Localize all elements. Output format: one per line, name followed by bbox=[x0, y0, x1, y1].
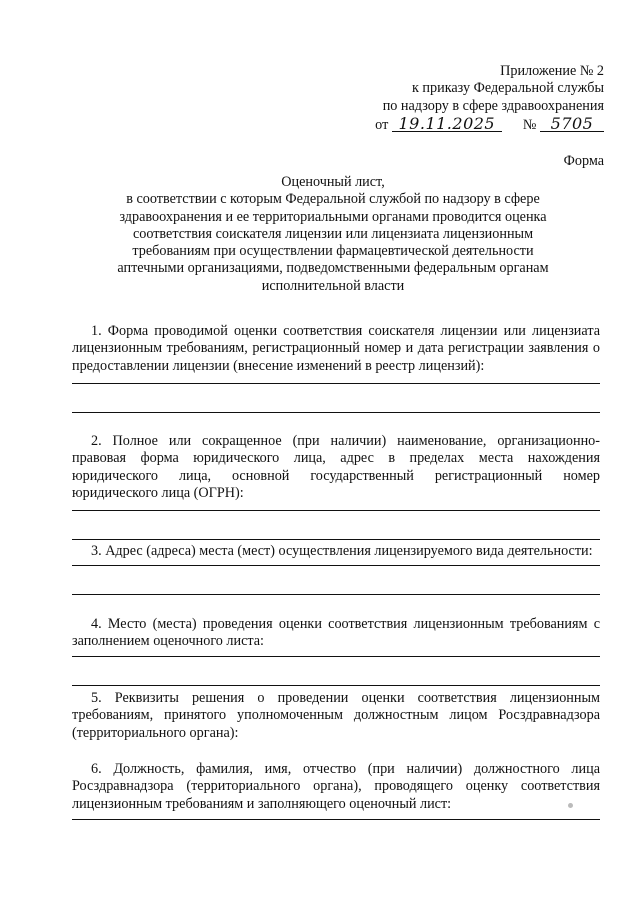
section-4-fill-line-2[interactable] bbox=[72, 685, 600, 686]
title-line-1: Оценочный лист, bbox=[281, 174, 385, 190]
form-label: Форма bbox=[563, 153, 604, 169]
section-6-official bbox=[72, 761, 600, 820]
handwritten-date: 19.11.2025 bbox=[392, 116, 502, 132]
section-4-text: 4. Место (места) проведения оценки соответствия лицензионным требованиям с заполнением оценочного листа: bbox=[72, 616, 600, 650]
section-2-fill-line-2[interactable] bbox=[72, 539, 600, 540]
number-prefix: № bbox=[522, 116, 537, 133]
section-1-text: 1. Форма проводимой оценки соответствия соискателя лицензии или лицензиата лицензионным требованиям, регистрационный номер и дата регистрации заявления о предоставлении лицензии (внесение изменений в реестр лицензий): bbox=[72, 323, 600, 374]
appendix-order-ref: к приказу Федеральной службы bbox=[411, 80, 604, 97]
section-6-fill-line-1[interactable] bbox=[72, 819, 600, 820]
title-line-6: аптечными организациями, подведомственными федеральным органам bbox=[117, 260, 549, 277]
date-prefix: от bbox=[375, 116, 389, 133]
section-1-assessment-form bbox=[72, 323, 600, 413]
section-1-fill-line-1[interactable] bbox=[72, 383, 600, 384]
appendix-header bbox=[375, 63, 604, 134]
title-line-3: здравоохранения и ее территориальными органами проводится оценка bbox=[119, 208, 547, 225]
title-line-7: исполнительной власти bbox=[261, 277, 405, 294]
appendix-number: Приложение № 2 bbox=[500, 63, 604, 79]
section-4-assessment-place bbox=[72, 616, 600, 686]
section-2-text: 2. Полное или сокращенное (при наличии) наименование, организационно-правовая форма юридического лица, адрес в пределах места нахождения юридического лица, основной государственный регистрационный номер юридического лица (ОГРН): bbox=[72, 433, 600, 501]
section-3-text: 3. Адрес (адреса) места (мест) осуществления лицензируемого вида деятельности: bbox=[91, 543, 593, 559]
section-1-fill-line-2[interactable] bbox=[72, 412, 600, 413]
title-line-2: в соответствии с которым Федеральной службой по надзору в сфере bbox=[126, 191, 540, 208]
section-6-text: 6. Должность, фамилия, имя, отчество (при наличии) должностного лица Росздравнадзора (территориального органа), проводящего оценку соответствия лицензионным требованиям и заполняющего оценочный лист: bbox=[72, 761, 600, 812]
handwritten-order-number: 5705 bbox=[540, 116, 604, 132]
appendix-agency: по надзору в сфере здравоохранения bbox=[382, 97, 604, 114]
section-2-legal-entity bbox=[72, 433, 600, 540]
title-line-5: требованиям при осуществлении фармацевтической деятельности bbox=[132, 243, 534, 260]
section-5-text: 5. Реквизиты решения о проведении оценки соответствия лицензионным требованиям, принятого уполномоченным должностным лицом Росздравнадзора (территориального органа): bbox=[72, 690, 600, 741]
document-title bbox=[68, 174, 598, 295]
section-2-fill-line-1[interactable] bbox=[72, 510, 600, 511]
section-3-activity-address bbox=[72, 543, 600, 595]
section-4-fill-line-1[interactable] bbox=[72, 656, 600, 657]
section-3-fill-line-1[interactable] bbox=[72, 565, 600, 566]
order-date-number-line bbox=[375, 113, 604, 134]
title-line-4: соответствия соискателя лицензии или лицензиата лицензионным bbox=[132, 225, 534, 242]
section-5-decision-details bbox=[72, 690, 600, 742]
section-3-fill-line-2[interactable] bbox=[72, 594, 600, 595]
scan-dot-mark bbox=[568, 803, 573, 808]
